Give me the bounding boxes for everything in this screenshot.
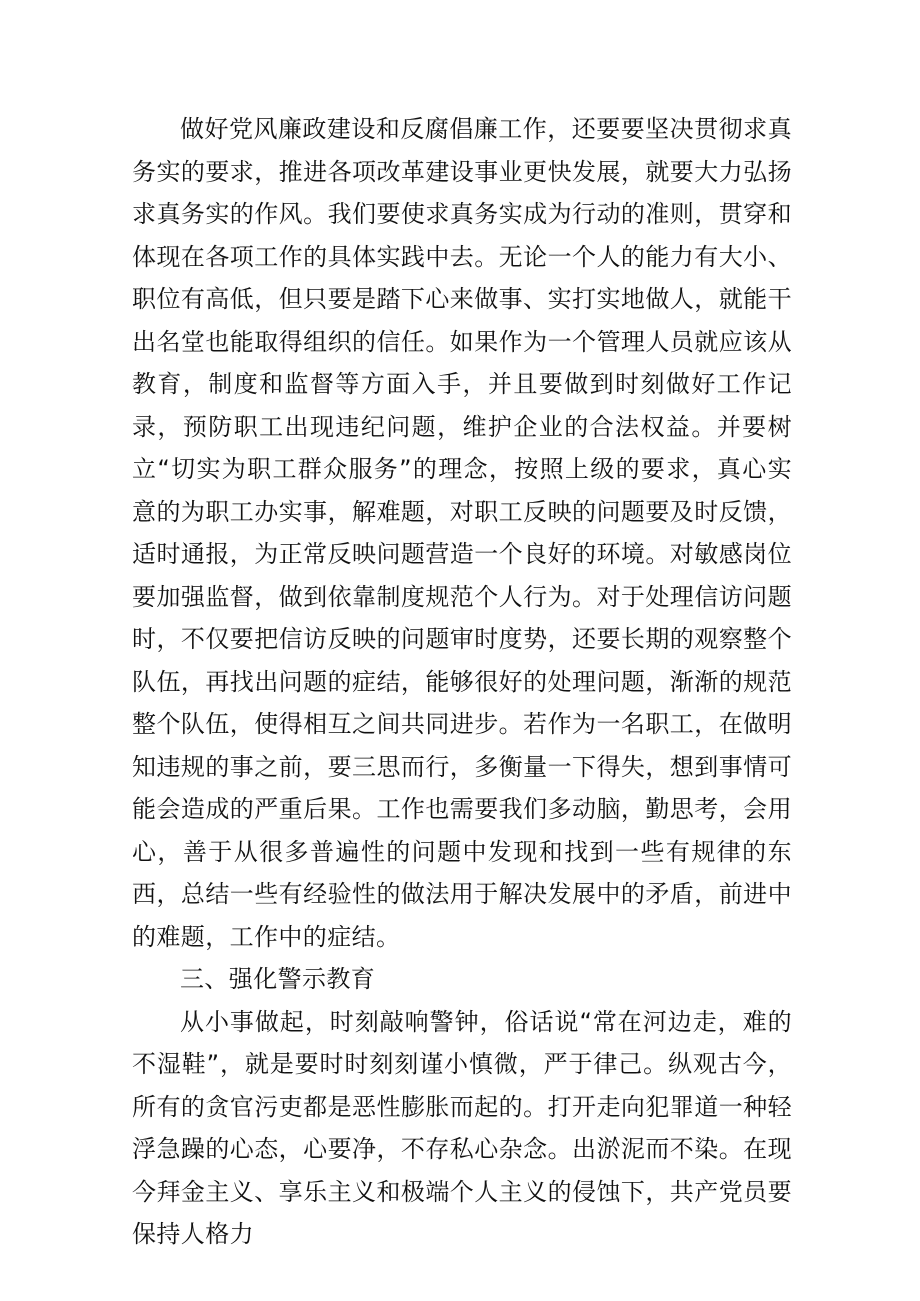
document-body bbox=[132, 108, 792, 1256]
paragraph-1: 做好党风廉政建设和反腐倡廉工作，还要要坚决贯彻求真务实的要求，推进各项改革建设事业更快发展，就要大力弘扬求真务实的作风。我们要使求真务实成为行动的准则，贯穿和体现在各项工作的具体实践中去。无论一个人的能力有大小、职位有高低，但只要是踏下心来做事、实打实地做人，就能干出名堂也能取得组织的信任。如果作为一个管理人员就应该从教育，制度和监督等方面入手，并且要做到时刻做好工作记录，预防职工出现违纪问题，维护企业的合法权益。并要树立“切实为职工群众服务”的理念，按照上级的要求，真心实意的为职工办实事，解难题，对职工反映的问题要及时反馈，适时通报，为正常反映问题营造一个良好的环境。对敏感岗位要加强监督，做到依靠制度规范个人行为。对于处理信访问题时，不仅要把信访反映的问题审时度势，还要长期的观察整个队伍，再找出问题的症结，能够很好的处理问题，渐渐的规范整个队伍，使得相互之间共同进步。若作为一名职工，在做明知违规的事之前，要三思而行，多衡量一下得失，想到事情可能会造成的严重后果。工作也需要我们多动脑，勤思考，会用心，善于从很多普遍性的问题中发现和找到一些有规律的东西，总结一些有经验性的做法用于解决发展中的矛盾，前进中的难题，工作中的症结。 bbox=[132, 115, 792, 951]
section-heading: 三、强化警示教育 bbox=[180, 965, 376, 993]
paragraph-2: 从小事做起，时刻敲响警钟，俗话说“常在河边走，难的不湿鞋”，就是要时时刻刻谨小慎微，严于律己。纵观古今，所有的贪官污吏都是恶性膨胀而起的。打开走向犯罪道一种轻浮急躁的心态，心要净，不存私心杂念。出淤泥而不染。在现今拜金主义、享乐主义和极端个人主义的侵蚀下，共产党员要保持人格力 bbox=[132, 1007, 792, 1248]
